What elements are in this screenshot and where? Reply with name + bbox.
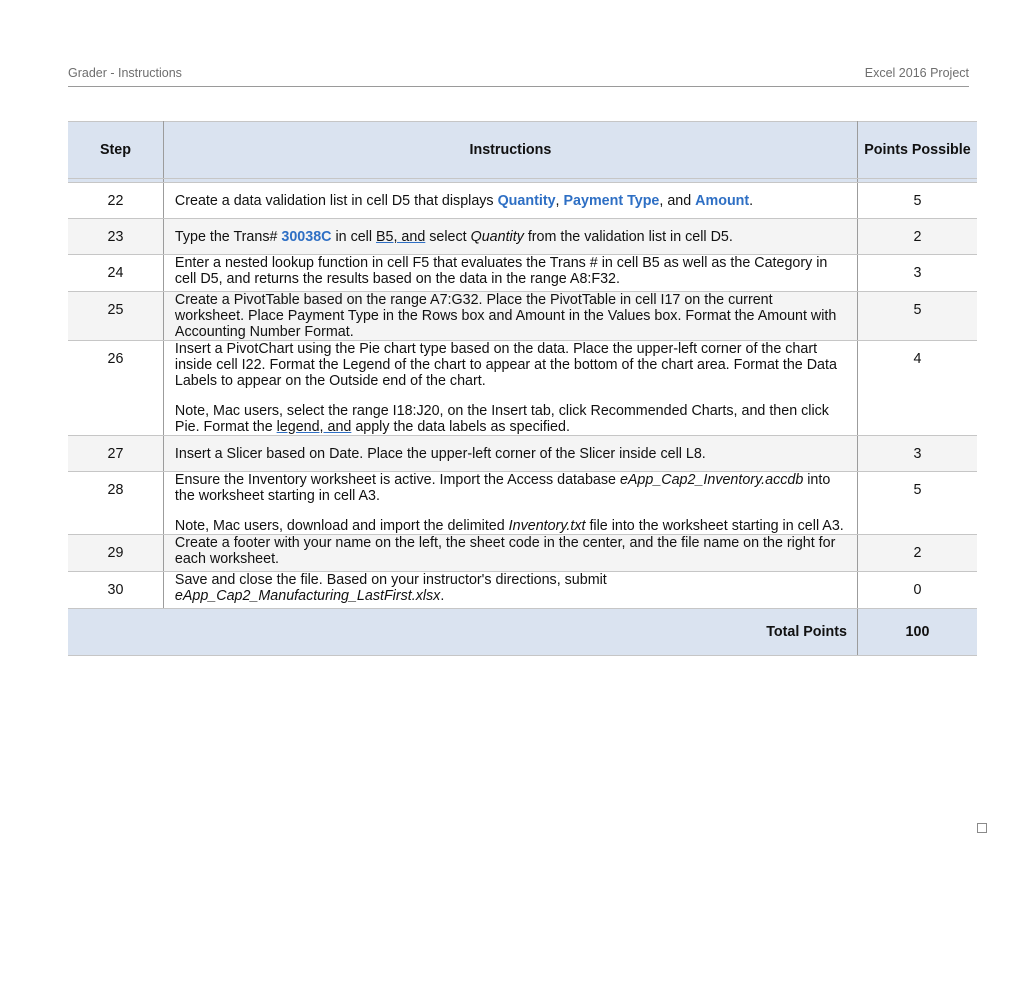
points-value: 5 [857,183,977,219]
points-value: 2 [857,535,977,572]
points-value: 0 [857,572,977,609]
table-header-row [68,122,977,179]
instruction-text: Create a data validation list in cell D5 that displays Quantity, Payment Type, and Amount. [163,183,857,219]
step-number: 24 [68,255,163,292]
instruction-text: Insert a Slicer based on Date. Place the upper-left corner of the Slicer inside cell L8. [163,436,857,472]
step-number: 30 [68,572,163,609]
step-number: 25 [68,292,163,341]
grader-instructions-table [68,121,977,656]
points-value: 2 [857,219,977,255]
column-header-instructions: Instructions [163,122,857,179]
table-row [68,572,977,609]
step-number: 23 [68,219,163,255]
table-row [68,535,977,572]
step-number: 26 [68,341,163,436]
instruction-text: Create a PivotTable based on the range A7:G32. Place the PivotTable in cell I17 on the current worksheet. Place Payment Type in the Rows box and Amount in the Values box. Format the Amount with Accounting Number Format. [163,292,857,341]
instruction-text: Enter a nested lookup function in cell F5 that evaluates the Trans # in cell B5 as well as the Category in cell D5, and returns the results based on the data in the range A8:F32. [163,255,857,292]
table-resize-handle[interactable] [977,823,987,833]
column-header-points: Points Possible [857,122,977,179]
instruction-text: Ensure the Inventory worksheet is active. Import the Access database eApp_Cap2_Inventory.accdb into the worksheet starting in cell A3. Note, Mac users, download and import the delimited Inventory.txt file into the worksheet starting in cell A3. [163,472,857,535]
step-number: 29 [68,535,163,572]
points-value: 4 [857,341,977,436]
table-row [68,472,977,535]
points-value: 3 [857,436,977,472]
step-number: 22 [68,183,163,219]
page-header [68,64,969,87]
table-row [68,292,977,341]
instruction-text: Create a footer with your name on the left, the sheet code in the center, and the file name on the right for each worksheet. [163,535,857,572]
instruction-text: Insert a PivotChart using the Pie chart type based on the data. Place the upper-left corner of the chart inside cell I22. Format the Legend of the chart to appear at the bottom of the chart area. Format the Data Labels to appear on the Outside end of the chart. Note, Mac users, select the range I18:J20, on the Insert tab, click Recommended Charts, and then click Pie. Format the legend, and apply the data labels as specified. [163,341,857,436]
total-row [68,609,977,656]
step-number: 27 [68,436,163,472]
total-points-label: Total Points [68,609,857,656]
table-row [68,436,977,472]
header-right-text: Excel 2016 Project [864,66,969,80]
header-left-text: Grader - Instructions [68,66,182,80]
column-header-step: Step [68,122,163,179]
table-row [68,219,977,255]
instruction-text: Type the Trans# 30038C in cell B5, and select Quantity from the validation list in cell D5. [163,219,857,255]
points-value: 5 [857,472,977,535]
instruction-text: Save and close the file. Based on your instructor's directions, submit eApp_Cap2_Manufacturing_LastFirst.xlsx. [163,572,857,609]
mac-note: Note, Mac users, select the range I18:J20, on the Insert tab, click Recommended Charts, and then click Pie. Format the legend, and apply the data labels as specified. [174,403,829,435]
table-row [68,255,977,292]
points-value: 3 [857,255,977,292]
points-value: 5 [857,292,977,341]
step-number: 28 [68,472,163,535]
total-points-value: 100 [857,609,977,656]
mac-note: Note, Mac users, download and import the delimited Inventory.txt file into the worksheet starting in cell A3. [174,518,844,534]
table-row [68,183,977,219]
table-row [68,341,977,436]
